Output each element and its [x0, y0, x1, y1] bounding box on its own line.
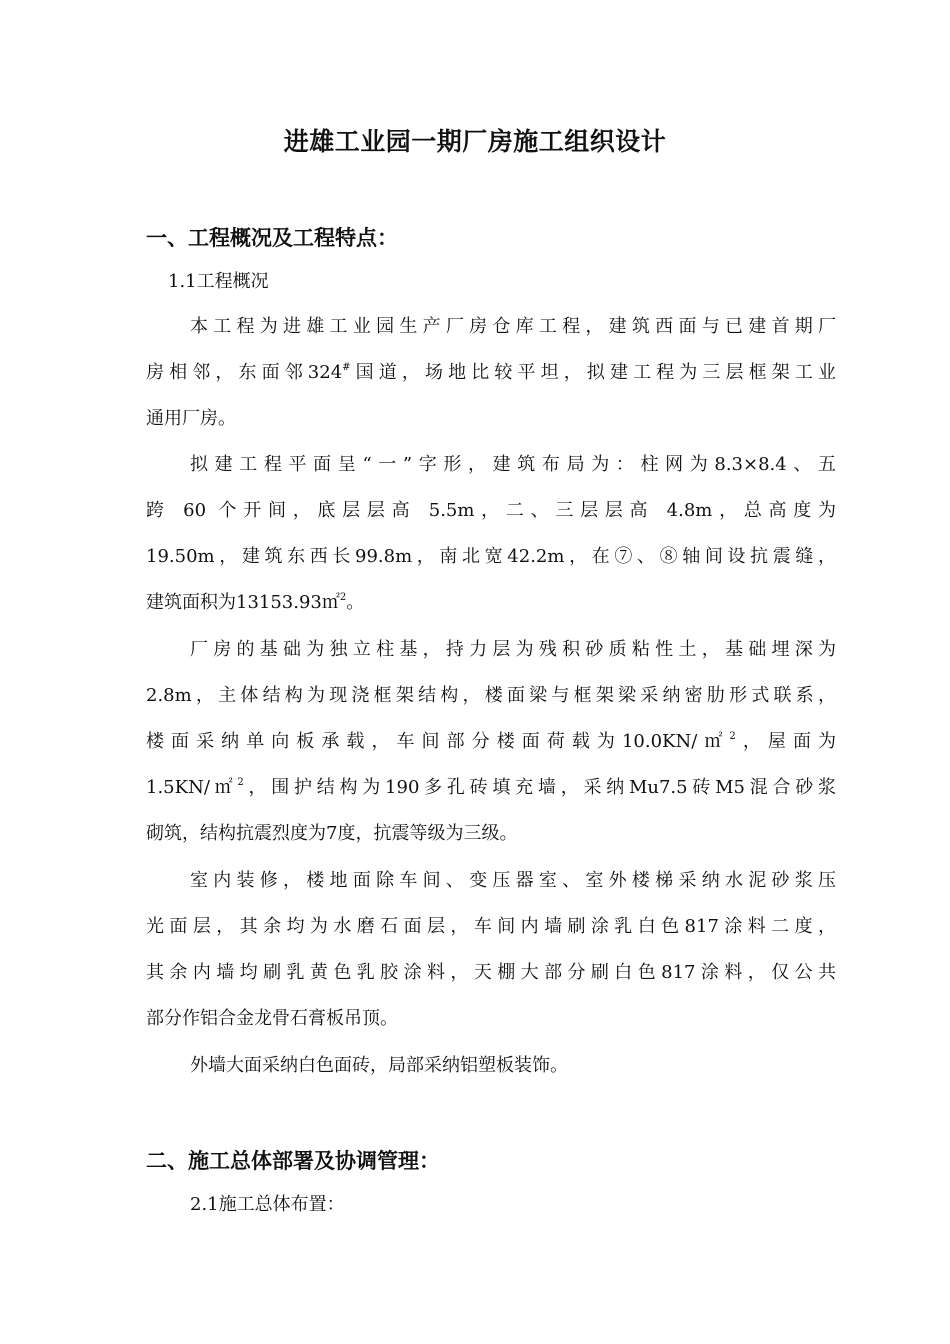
paragraph-2-line-4	[146, 588, 836, 618]
paragraph-3-superscript-2: 2	[237, 777, 244, 788]
paragraph-4-line-2: 光面层，其余均为水磨石面层，车间内墙刷涂乳白色817涂料二度，	[146, 916, 836, 937]
paragraph-3-line-3-a: 楼面采纳单向板承载，车间部分楼面荷载为10.0KN/㎡	[146, 731, 730, 752]
paragraph-1-line-3: 通用厂房。	[146, 408, 236, 429]
paragraph-2-line-1: 拟建工程平面呈“一”字形，建筑布局为：柱网为8.3×8.4、五	[190, 454, 836, 475]
paragraph-3-superscript-1: 2	[729, 731, 736, 742]
paragraph-3-line-3-b: ，屋面为	[735, 731, 837, 752]
paragraph-1-superscript: #	[342, 362, 351, 373]
paragraph-3-line-4	[146, 773, 836, 803]
paragraph-4-line-3: 其余内墙均刷乳黄色乳胶涂料，天棚大部分刷白色817涂料，仅公共	[146, 962, 836, 983]
section-2-heading: 二、施工总体部署及协调管理：	[146, 1149, 440, 1173]
paragraph-1-line-2-a: 房相邻，东面邻324	[146, 362, 343, 383]
paragraph-3-line-3	[146, 727, 836, 757]
paragraph-4-line-1: 室内装修，楼地面除车间、变压器室、室外楼梯采纳水泥砂浆压	[190, 870, 836, 891]
paragraph-2-superscript: 2	[339, 592, 347, 603]
paragraph-3-line-5: 砌筑，结构抗震烈度为7度，抗震等级为三级。	[146, 823, 518, 844]
paragraph-4-line-4: 部分作铝合金龙骨石膏板吊顶。	[146, 1008, 398, 1029]
subsection-1-1-heading: 1.1工程概况	[168, 271, 269, 292]
paragraph-2-line-4-b: 。	[346, 592, 365, 613]
paragraph-1-line-2-b: 国道，场地比较平坦，拟建工程为三层框架工业	[350, 362, 836, 383]
paragraph-1-line-2	[146, 358, 836, 388]
subsection-2-1-heading: 2.1施工总体布置：	[190, 1194, 345, 1215]
paragraph-5-line-1: 外墙大面采纳白色面砖，局部采纳铝塑板装饰。	[190, 1055, 568, 1076]
paragraph-3-line-4-a: 1.5KN/㎡	[146, 777, 238, 798]
paragraph-3-line-1: 厂房的基础为独立柱基，持力层为残积砂质粘性土，基础埋深为	[190, 639, 836, 660]
paragraph-3-line-2: 2.8m，主体结构为现浇框架结构，楼面梁与框架梁采纳密肋形式联系，	[146, 685, 836, 706]
paragraph-2-line-4-a: 建筑面积为13153.93㎡	[146, 592, 340, 613]
section-1-heading: 一、工程概况及工程特点：	[146, 226, 398, 250]
document-title: 进雄工业园一期厂房施工组织设计	[283, 127, 667, 156]
paragraph-2-line-2: 跨 60 个开间，底层层高 5.5m，二、三层层高 4.8m，总高度为	[146, 500, 836, 521]
paragraph-2-line-3: 19.50m，建筑东西长99.8m，南北宽42.2m，在⑦、⑧轴间设抗震缝，	[146, 546, 836, 567]
paragraph-1-line-1: 本工程为进雄工业园生产厂房仓库工程，建筑西面与已建首期厂	[190, 316, 836, 337]
paragraph-3-line-4-b: ，围护结构为190多孔砖填充墙，采纳Mu7.5砖M5混合砂浆	[243, 777, 837, 798]
